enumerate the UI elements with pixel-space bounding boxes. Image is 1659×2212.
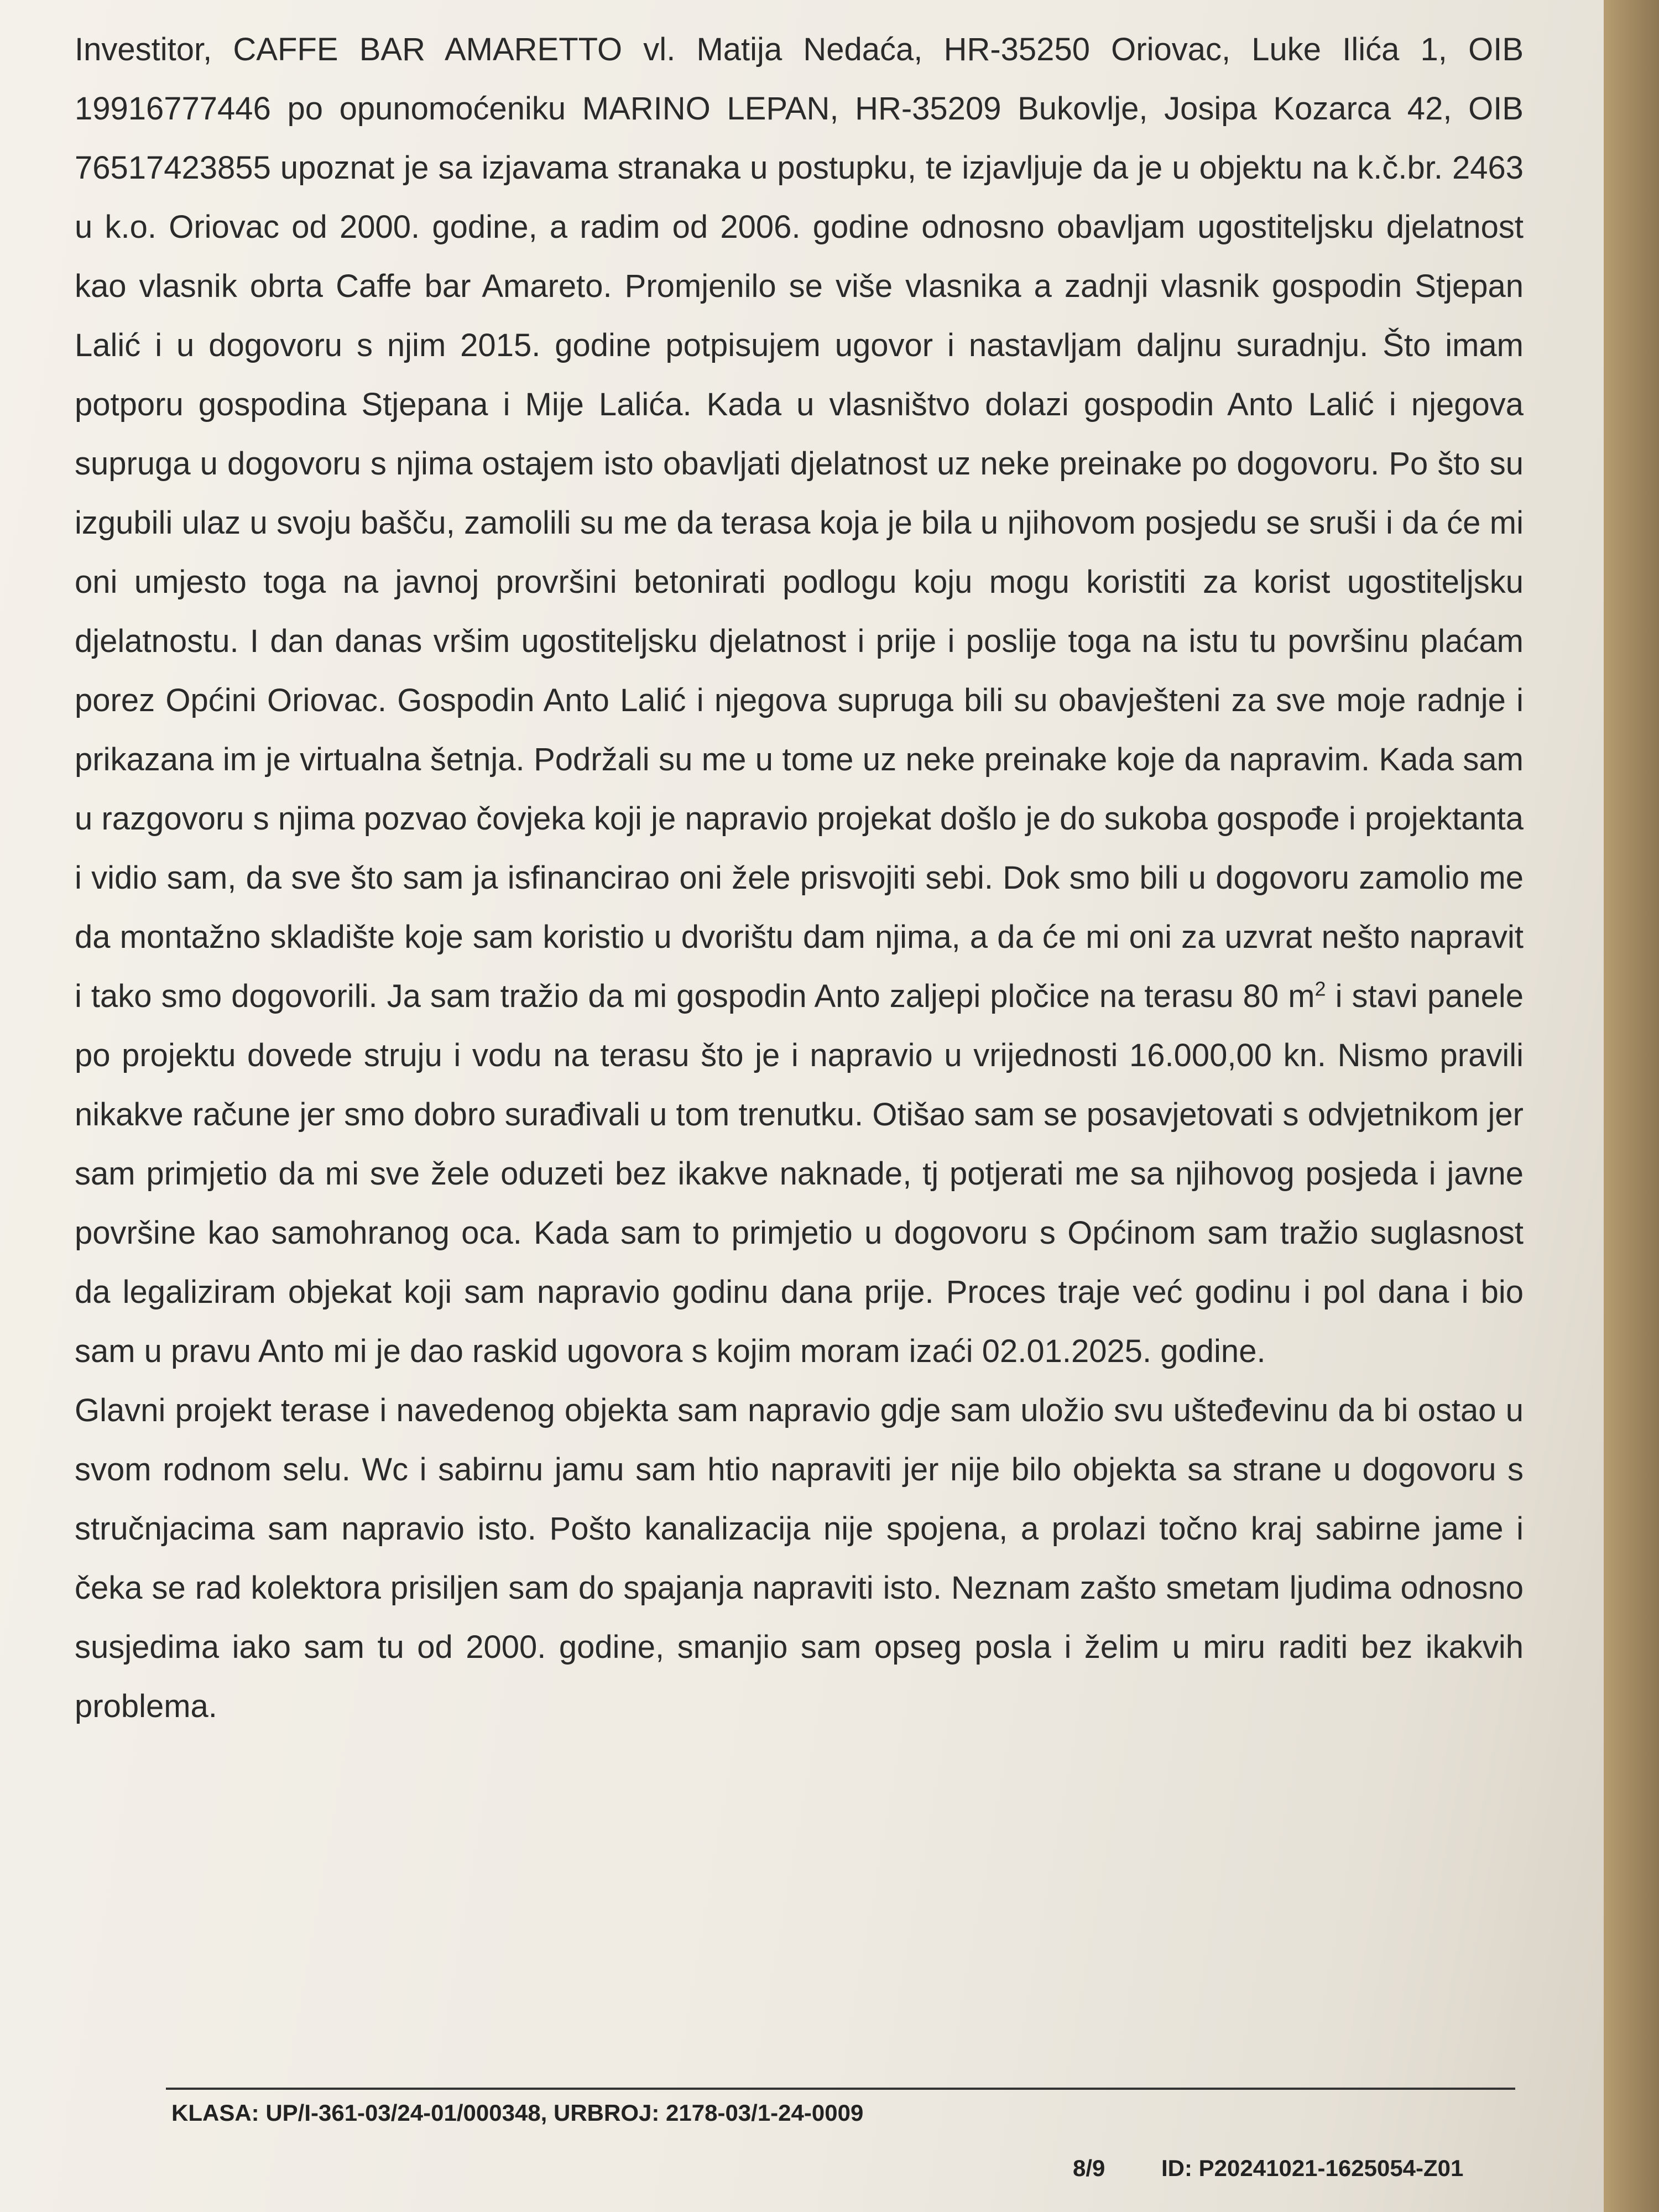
- statement-text-part2: i stavi panele po projektu dovede struju i vodu na terasu što je i napravio u vrijednosti 16.000,00 kn. Nismo pravili nikakve račune jer smo dobro surađivali u tom trenutku. Otišao sam se posavjetovati s odvjetnikom jer sam primjetio da mi sve žele oduzeti bez ikakve naknade, tj potjerati me sa njihovog posjeda i javne površine kao samohranog oca. Kada sam to primjetio u dogovoru s Općinom sam tražio suglasnost da legaliziram objekat koji sam napravio godinu dana prije. Proces traje već godinu i pol dana i bio sam u pravu Anto mi je dao raskid ugovora s kojim moram izaći 02.01.2025. godine.: [75, 978, 1524, 1369]
- statement-paragraph: [75, 20, 1524, 1736]
- page-number: 8/9: [1073, 2155, 1105, 2181]
- superscript-two: 2: [1314, 977, 1326, 1000]
- statement-text-part3: Glavni projekt terase i navedenog objekta sam napravio gdje sam uložio svu ušteđevinu da bi ostao u svom rodnom selu. Wc i sabirnu jamu sam htio napraviti jer nije bilo objekta sa strane u dogovoru s stručnjacima sam napravio isto. Pošto kanalizacija nije spojena, a prolazi točno kraj sabirne jame i čeka se rad kolektora prisiljen sam do spajanja napraviti isto. Neznam zašto smetam ljudima odnosno susjedima iako sam tu od 2000. godine, smanjio sam opseg posla i želim u miru raditi bez ikakvih problema.: [75, 1392, 1524, 1724]
- background-edge: [1604, 0, 1659, 2212]
- klasa-reference: KLASA: UP/I-361-03/24-01/000348, URBROJ: 2178-03/1-24-0009: [171, 2100, 864, 2126]
- statement-text-part1: Investitor, CAFFE BAR AMARETTO vl. Matija Nedaća, HR-35250 Oriovac, Luke Ilića 1, OIB 19916777446 po opunomoćeniku MARINO LEPAN, HR-35209 Bukovlje, Josipa Kozarca 42, OIB 76517423855 upoznat je sa izjavama stranaka u postupku, te izjavljuje da je u objektu na k.č.br. 2463 u k.o. Oriovac od 2000. godine, a radim od 2006. godine odnosno obavljam ugostiteljsku djelatnost kao vlasnik obrta Caffe bar Amareto. Promjenilo se više vlasnika a zadnji vlasnik gospodin Stjepan Lalić i u dogovoru s njim 2015. godine potpisujem ugovor i nastavljam daljnu suradnju. Što imam potporu gospodina Stjepana i Mije Lalića. Kada u vlasništvo dolazi gospodin Anto Lalić i njegova supruga u dogovoru s njima ostajem isto obavljati djelatnost uz neke preinake po dogovoru. Po što su izgubili ulaz u svoju bašču, zamolili su me da terasa koja je bila u njihovom posjedu se sruši i da će mi oni umjesto toga na javnoj provršini betonirati podlogu koju mogu koristiti za korist ugostiteljsku djelatnostu. I dan danas vršim ugostiteljsku djelatnost i prije i poslije toga na istu tu površinu plaćam porez Općini Oriovac. Gospodin Anto Lalić i njegova supruga bili su obavješteni za sve moje radnje i prikazana im je virtualna šetnja. Podržali su me u tome uz neke preinake koje da napravim. Kada sam u razgovoru s njima pozvao čovjeka koji je napravio projekat došlo je do sukoba gospođe i projektanta i vidio sam, da sve što sam ja isfinancirao oni žele prisvojiti sebi. Dok smo bili u dogovoru zamolio me da montažno skladište koje sam koristio u dvorištu dam njima, a da će mi oni za uzvrat nešto napravit i tako smo dogovorili. Ja sam tražio da mi gospodin Anto zaljepi pločice na terasu 80 m: [75, 32, 1524, 1014]
- document-id: ID: P20241021-1625054-Z01: [1161, 2155, 1464, 2181]
- page-footer: [166, 2088, 1515, 2210]
